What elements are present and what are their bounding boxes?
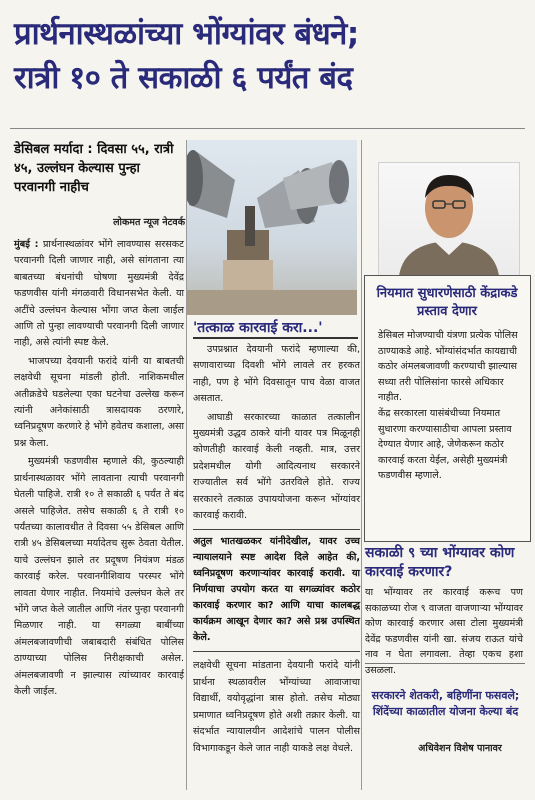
subhead: डेसिबल मर्यादा : दिवसा ५५, रात्री ४५, उल्लंघन केल्यास पुन्हा परवानगी नाहीच [14, 142, 174, 195]
headline-line-2: रात्री १० ते सकाळी ६ पर्यंत बंद [14, 60, 353, 96]
loudspeaker-photo [187, 140, 357, 315]
question-heading: सकाळी ९ च्या भोंग्यावर कोण कारवाई करणार? [365, 545, 515, 580]
portrait-illustration [379, 163, 519, 276]
byline: लोकमत न्यूज नेटवर्क [113, 217, 185, 228]
mid-paragraph-3: लक्षवेधी सूचना मांडताना देवयानी फरांदे यांनी प्रार्थना स्थळावरील भोंग्यांच्या आवाजाचा विद्यार्थी, वयोवृद्धांना त्रास होतो. तसेच मोठ्या प्रमाणात ध्वनिप्रदूषण होते अशी तक्रार केली. या संदर्भात न्यायालयीन आदेशांचे पालन पोलीस विभागाकडून केले जात नाही याकडे लक्ष वेधले. [193, 660, 360, 754]
mid-paragraph-2: आघाडी सरकारच्या काळात तत्कालीन मुख्यमंत्री उद्धव ठाकरे यांनी यावर पत्र मिळूनही कोणतीही कारवाई केली नव्हती. मात्र, उत्तर प्रदेशमधील योगी आदित्यनाथ सरकारने राज्यातील सर्व भोंगे उतरविले होते. राज्य सरकारने तत्काळ उपाययोजना करून भोंग्यांवर कारवाई करावी. [193, 411, 360, 522]
question-body: या भोंग्यावर तर कारवाई करूच पण सकाळच्या रोज ९ वाजता वाजणाऱ्या भोंग्यावर कोण कारवाई करणार असा टोला मुख्यमंत्री देवेंद्र फडणवीस यांनी खा. संजय राऊत यांचे नाव न घेता लगावला. तेव्हा एकच हशा उसळला. [365, 587, 523, 676]
column-divider-2 [361, 140, 362, 790]
mid-paragraph-1: उपप्रश्नात देवयानी फरांदे म्हणाल्या की, सणावाराच्या दिवशी भोंगे लावले तर हरकत नाही, पण हे भोंगे दिवसातून पाच वेळा वाजत असतात. [193, 344, 360, 405]
left-paragraph-3: मुख्यमंत्री फडणवीस म्हणाले की, कुठल्याही प्रार्थनास्थळावर भोंगे लावताना त्याची परवानगी घेतली पाहिजे. रात्री १० ते सकाळी ६ पर्यंत ते बंद असले पाहिजेत. तसेच सकाळी ६ ते रात्री १० पर्यंतच्या कालावधीत ते दिवसा ५५ डेसिबल आणि रात्री ४५ डेसिबलच्या मर्यादेतच सुरू ठेवता येतील. याचे उल्लंघन झाले तर प्रदूषण नियंत्रण मंडळ कारवाई करेल. परवानगीशिवाय परस्पर भोंगे लावता येणार नाहीत. नियमांचे उल्लंघन केले तर भोंगे जप्त केले जातील आणि नंतर पुन्हा परवानगी मिळणार नाही. या सगळ्या बाबींच्या अंमलबजावणीची जबाबदारी संबंधित पोलिस ठाण्याच्या पोलिस निरीक्षकाची असेल. अंमलबजावणी न झाल्यास त्यांच्यावर कारवाई केली जाईल. [14, 456, 184, 697]
headline-rule [10, 128, 525, 129]
left-paragraph-1-text: प्रार्थनास्थळांवर भोंगे लावण्यास सरसकट परवानगी दिली जाणार नाही, असे सांगताना त्या बाबतच्या बंधनांची घोषणा मुख्यमंत्री देवेंद्र फडणवीस यांनी मंगळवारी विधानसभेत केली. या अटींचे उल्लंघन केल्यास भोंगा जप्त केला जाईल आणि तो पुन्हा लावण्याची परवानगी दिली जाणार नाही, असे त्यांनी स्पष्ट केले. [14, 239, 184, 349]
mid-divider-2 [193, 651, 360, 652]
left-paragraph-2: भाजपच्या देवयानी फरांदे यांनी या बाबतची लक्षवेधी सूचना मांडली होती. नाशिकमधील अतीक्रडेचे घडलेल्या एका घटनेचा उल्लेख करून त्यांनी अनेकांसाठी त्रासदायक ठरणारे, ध्वनिप्रदूषण करणारे हे भोंगे हवेतच कशाला, असा प्रश्न केला. [14, 355, 184, 449]
dateline: मुंबई : [14, 239, 39, 250]
mid-divider [193, 529, 360, 530]
quote-underline [193, 337, 358, 339]
headline [14, 12, 519, 100]
teaser-headline: सरकारने शेतकरी, बहिणींना फसवले; शिंदेंच्या काळातील योजना केल्या बंद [371, 689, 520, 718]
loudspeakers-illustration [187, 140, 357, 315]
left-paragraph-1 [14, 237, 184, 352]
mid-bold-paragraph: अतुल भातखळकर यांनीदेखील, यावर उच्च न्यायालयाने स्पष्ट आदेश दिले आहेत की, ध्वनिप्रदूषण करणाऱ्यांवर कारवाई करावी. या निर्णयाचा उपयोग करत या सगळ्यांवर कठोर कारवाई करणार का? आणि याचा कालबद्ध कार्यक्रम आखून देणार का? असे प्रश्न उपस्थित केले. [193, 536, 360, 644]
headline-line-1: प्रार्थनास्थळांच्या भोंग्यांवर बंधने; [14, 16, 359, 52]
left-column [14, 237, 184, 702]
middle-column [193, 342, 360, 759]
box-paragraph-2: केंद्र सरकारला यासंबंधीच्या नियमात सुधारणा करण्यासाठीचा आपला प्रस्ताव देण्यात येणार आहे, जेणेकरून कठोर कारवाई करता येईल, असेही मुख्यमंत्री फडणवीस म्हणाले. [378, 407, 512, 482]
box-paragraph-1: डेसिबल मोजण्याची यंत्रणा प्रत्येक पोलिस ठाण्याकडे आहे. भोंग्यांसंदर्भात कायद्याची कठोर अंमलबजावणी करण्याची झाल्यास सध्या तरी पोलिसांना फारसे अधिकार नाहीत. [378, 330, 518, 404]
right-rule [365, 663, 525, 664]
box-title: नियमात सुधारणेसाठी केंद्राकडे प्रस्ताव देणार [376, 286, 518, 319]
quote-heading: 'तत्काळ कारवाई करा...' [193, 320, 323, 336]
box-body [378, 328, 518, 484]
chief-minister-photo [378, 162, 520, 277]
teaser-credit: अधिवेशन विशेष पानावर [418, 743, 502, 754]
